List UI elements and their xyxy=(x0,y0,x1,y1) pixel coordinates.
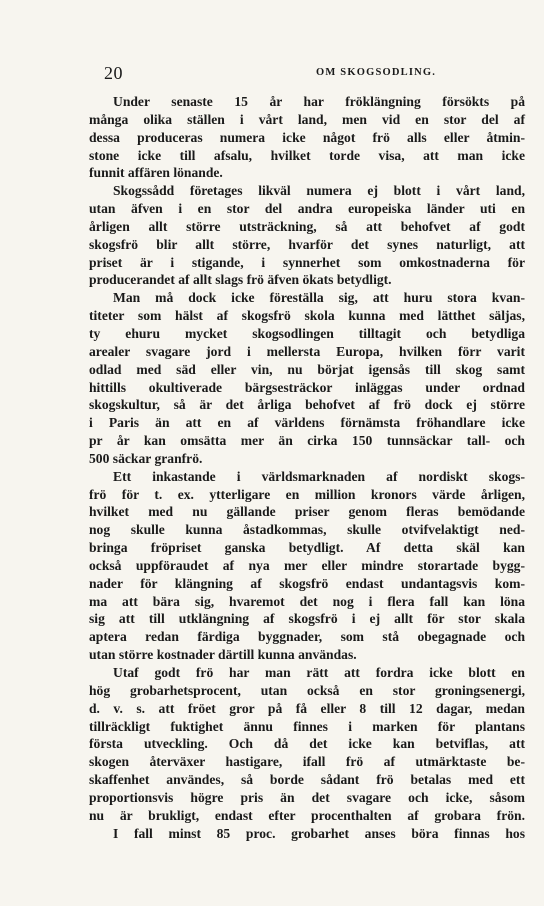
text-line: priset är i stigande, i synnerhet som omkostnaderna för xyxy=(89,254,525,270)
text-line: nader för klängning af skogsfrö endast undantagsvis kom- xyxy=(89,575,525,591)
text-line: skogskultur, så är det årliga behofvet af frö dock ej större xyxy=(89,397,525,413)
text-line: stone icke till afsalu, hvilket torde visa, att man icke xyxy=(89,147,525,163)
text-line: skogsfrö blir allt större, hvarför det synes naturligt, att xyxy=(89,236,525,252)
text-line: Skogssådd företages likväl numera ej blott i vårt land, xyxy=(113,183,525,199)
text-line: utan äfven i en stor del andra europeiska länder uti en xyxy=(89,201,525,217)
text-line: också uppföraudet af nya mer eller mindre storartade bygg- xyxy=(89,557,525,573)
body-text xyxy=(89,93,525,842)
text-line: ma att bära sig, hvaremot det nog i flera fall kan löna xyxy=(89,593,525,609)
text-line: skaffenhet användes, så borde sådant frö betalas med ett xyxy=(89,772,525,788)
text-line: sig att till utklängning af skogsfrö i ej allt för stor skala xyxy=(89,611,525,627)
text-line: proportionsvis högre pris än det svagare och icke, såsom xyxy=(89,789,525,805)
text-line: d. v. s. att fröet gror på få eller 8 till 12 dagar, medan xyxy=(89,700,525,716)
text-line: hög grobarhetsprocent, utan också en stor groningsenergi, xyxy=(89,682,525,698)
text-line: bringa fröpriset ganska betydligt. Af detta skäl kan xyxy=(89,540,525,556)
text-line: skogen återväxer hastigare, ifall frö af utmärktaste be- xyxy=(89,754,525,770)
text-line: funnit affären lönande. xyxy=(89,165,223,181)
text-line: aptera redan färdiga byggnader, som stå obegagnade och xyxy=(89,629,525,645)
text-line: dessa produceras numera icke något frö alls eller åtmin- xyxy=(89,129,525,145)
text-line: hittills okultiverade bärgsesträckor inläggas under ordnad xyxy=(89,379,525,395)
text-line: Utaf godt frö har man rätt att fordra icke blott en xyxy=(113,665,525,680)
page-number: 20 xyxy=(104,63,123,83)
text-line: tillräckligt fuktighet ännu finnes i marken för plantans xyxy=(89,718,525,734)
text-line: utan större kostnader därtill kunna användas. xyxy=(89,647,357,663)
page-header xyxy=(104,63,524,85)
text-line: pr år kan omsätta mer än cirka 150 tunnsäckar tall- och xyxy=(89,433,525,449)
text-line: många olika ställen i vårt land, men vid en stor del af xyxy=(89,111,525,127)
text-line: nu är brukligt, endast efter procenthalten af grobara frön. xyxy=(89,807,525,823)
text-line: arealer svagare jord i mellersta Europa, hvilken förr varit xyxy=(89,343,525,359)
text-line: 500 säckar granfrö. xyxy=(89,450,203,466)
text-line: ty ehuru mycket skogsodlingen tilltagit och betydliga xyxy=(89,325,525,341)
text-line: första utveckling. Och då det icke kan betviflas, att xyxy=(89,736,525,752)
text-line: I fall minst 85 proc. grobarhet anses böra finnas hos xyxy=(113,825,525,841)
text-line: Under senaste 15 år har fröklängning försökts på xyxy=(113,94,525,109)
text-line: i Paris än att en af världens förnämsta fröhandlare icke xyxy=(89,415,525,431)
text-line: odlad med säd eller vin, nu börjat igensås till skog samt xyxy=(89,361,525,377)
running-head: OM SKOGSODLING. xyxy=(316,67,437,78)
text-line: hvilket med nu gällande priser genom fleras bemödande xyxy=(89,504,525,520)
text-line: titeter som hälst af skogsfrö skola kunna med lätthet säljas, xyxy=(89,308,525,324)
text-line: nog skulle kunna åstadkommas, skulle otvifvelaktigt ned- xyxy=(89,522,525,538)
text-line: producerandet af allt slags frö äfven ökats betydligt. xyxy=(89,272,392,288)
text-line: Man må dock icke föreställa sig, att huru stora kvan- xyxy=(113,290,525,306)
text-line: Ett inkastande i världsmarknaden af nordiskt skogs- xyxy=(113,468,525,484)
text-line: frö för t. ex. ytterligare en million kronors värde årligen, xyxy=(89,486,525,502)
text-line: årligen allt större utsträckning, så att behofvet af godt xyxy=(89,218,525,234)
